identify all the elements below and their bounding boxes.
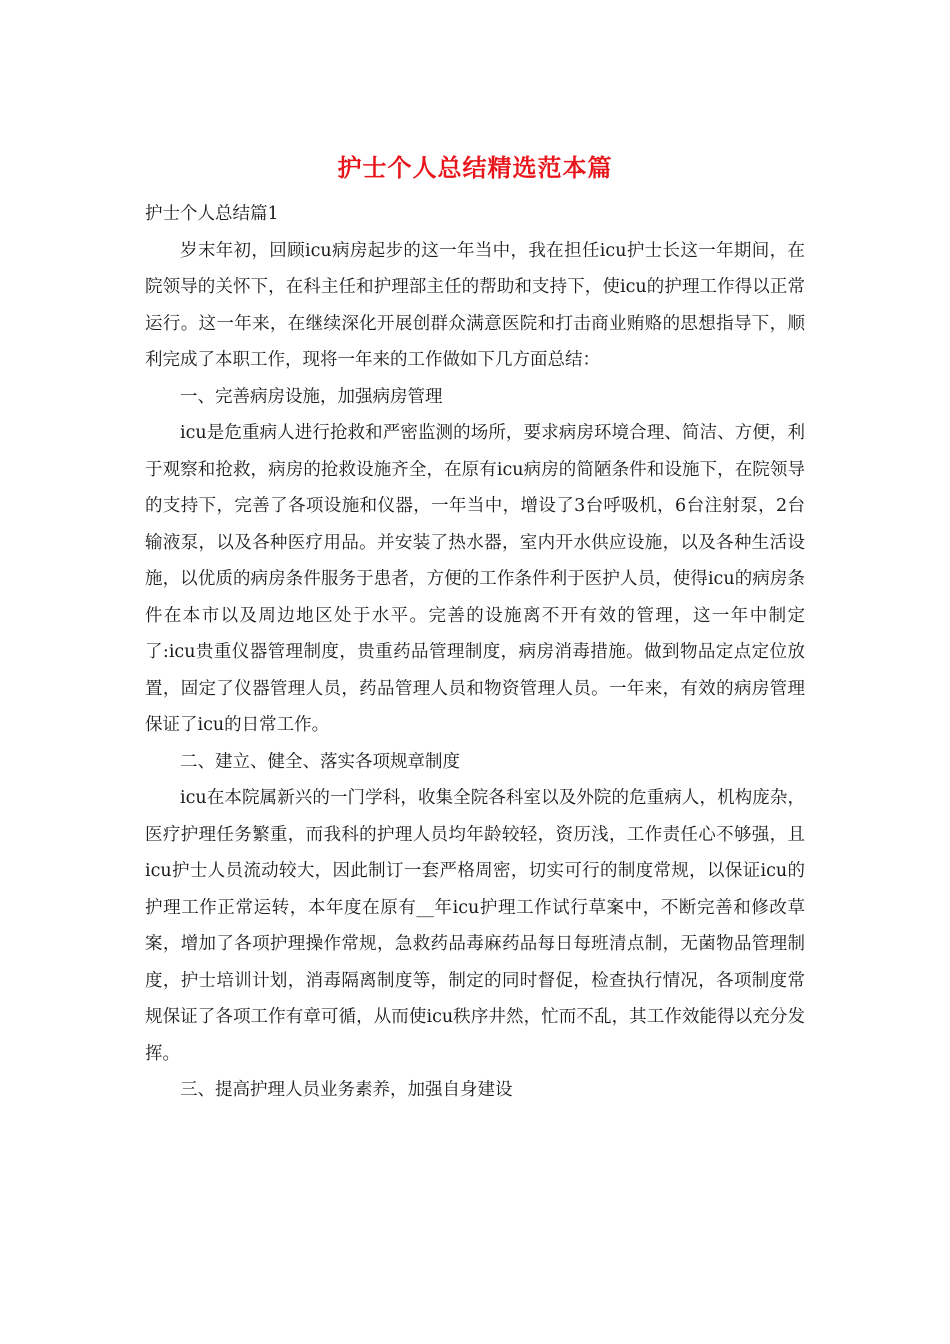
document-body [145, 196, 805, 1109]
section-body-1: icu是危重病人进行抢救和严密监测的场所，要求病房环境合理、简洁、方便，利于观察和抢救，病房的抢救设施齐全，在原有icu病房的简陋条件和设施下，在院领导的支持下，完善了各项设施和仪器，一年当中，增设了3台呼吸机，6台注射泵，2台输液泵，以及各种医疗用品。并安装了热水器，室内开水供应设施，以及各种生活设施，以优质的病房条件服务于患者，方便的工作条件利于医护人员，使得icu的病房条件在本市以及周边地区处于水平。完善的设施离不开有效的管理，这一年中制定了:icu贵重仪器管理制度，贵重药品管理制度，病房消毒措施。做到物品定点定位放置，固定了仪器管理人员，药品管理人员和物资管理人员。一年来，有效的病房管理保证了icu的日常工作。 [145, 423, 805, 735]
document-subheading: 护士个人总结篇1 [145, 204, 279, 224]
document-title: 护士个人总结精选范本篇 [337, 153, 613, 182]
section-heading-3: 三、提高护理人员业务素养，加强自身建设 [180, 1080, 513, 1100]
section-body-2: icu在本院属新兴的一门学科，收集全院各科室以及外院的危重病人，机构庞杂，医疗护理任务繁重，而我科的护理人员均年龄较轻，资历浅，工作责任心不够强，且icu护士人员流动较大，因此制订一套严格周密，切实可行的制度常规，以保证icu的护理工作正常运转，本年度在原有__年icu护理工作试行草案中，不断完善和修改草案，增加了各项护理操作常规，急救药品毒麻药品每日每班清点制，无菌物品管理制度，护士培训计划，消毒隔离制度等，制定的同时督促，检查执行情况，各项制度常规保证了各项工作有章可循，从而使icu秩序井然，忙而不乱，其工作效能得以充分发挥。 [145, 788, 805, 1064]
section-heading-2: 二、建立、健全、落实各项规章制度 [180, 751, 460, 772]
intro-paragraph: 岁末年初，回顾icu病房起步的这一年当中，我在担任icu护士长这一年期间，在院领导的关怀下，在科主任和护理部主任的帮助和支持下，使icu的护理工作得以正常运行。这一年来，在继续深化开展创群众满意医院和打击商业贿赂的思想指导下，顺利完成了本职工作，现将一年来的工作做如下几方面总结： [145, 240, 805, 370]
section-heading-1: 一、完善病房设施，加强病房管理 [180, 386, 443, 407]
